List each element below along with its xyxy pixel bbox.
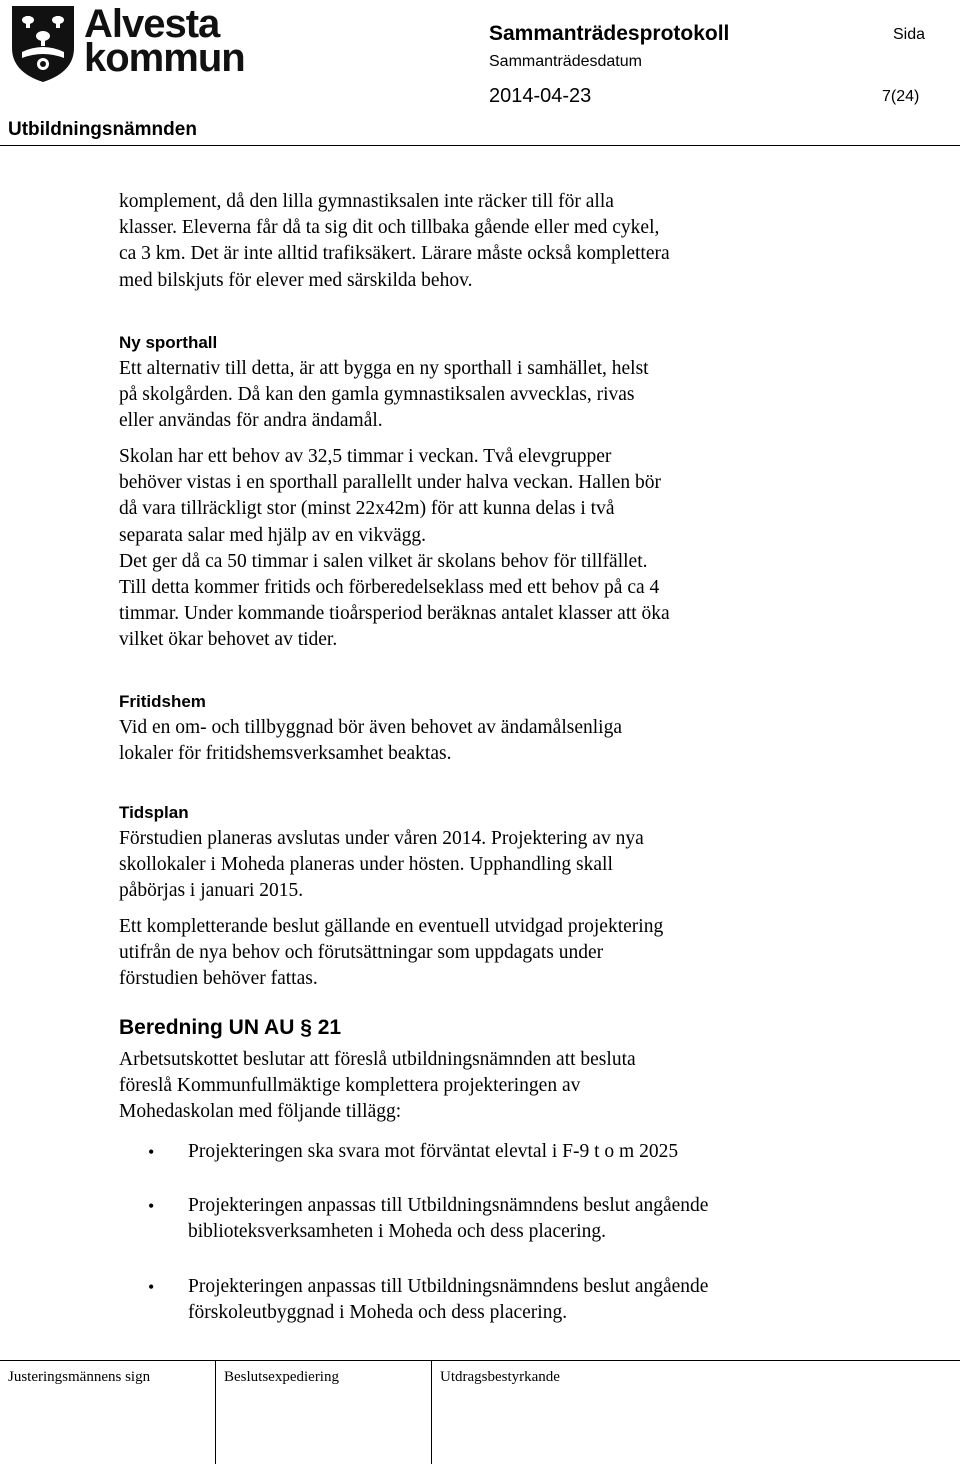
text-line: vilket ökar behovet av tider. xyxy=(119,629,338,651)
text-line: Vid en om- och tillbyggnad bör även behovet av ändamålsenliga xyxy=(119,717,622,738)
text-line: utifrån de nya behov och förutsättningar som uppdagats under xyxy=(119,942,604,964)
bullet-icon: • xyxy=(148,1142,155,1162)
text-line: Mohedaskolan med följande tillägg: xyxy=(119,1101,402,1123)
text-line: förstudien behöver fattas. xyxy=(119,968,318,990)
text-line: då vara tillräckligt stor (minst 22x42m) för att kunna delas i två xyxy=(119,498,615,520)
section-heading: Tidsplan xyxy=(119,803,189,822)
header-divider xyxy=(0,145,960,146)
intro-paragraph xyxy=(119,189,819,294)
text-line: Förstudien planeras avslutas under våren 2014. Projektering av nya xyxy=(119,828,644,849)
text-line: komplement, då den lilla gymnastiksalen inte räcker till för alla xyxy=(119,191,614,212)
sporthall-section xyxy=(119,330,819,435)
footer-extract-label: Utdragsbestyrkande xyxy=(440,1369,560,1385)
text-line: Det ger då ca 50 timmar i salen vilket är skolans behov för tillfället. xyxy=(119,550,648,572)
logo-word-kommun: kommun xyxy=(84,36,245,80)
municipality-logo xyxy=(8,2,243,84)
page-number: 7(24) xyxy=(882,88,920,105)
beredning-section xyxy=(119,1014,819,1042)
text-line: påbörjas i januari 2015. xyxy=(119,880,304,902)
text-line: timmar. Under kommande tioårsperiod beräknas antalet klasser att öka xyxy=(119,603,670,625)
text-line: eller användas för andra ändamål. xyxy=(119,410,383,432)
bullet-icon: • xyxy=(148,1277,155,1297)
text-line: Ett alternativ till detta, är att bygga en ny sporthall i samhället, helst xyxy=(119,358,649,379)
text-line: biblioteksverksamheten i Moheda och dess placering. xyxy=(188,1221,607,1243)
text-line: klasser. Eleverna får då ta sig dit och tillbaka gående eller med cykel, xyxy=(119,217,660,239)
text-line: Projekteringen anpassas till Utbildningsnämndens beslut angående xyxy=(188,1195,709,1216)
footer-dispatch-label: Beslutsexpediering xyxy=(224,1369,339,1385)
text-line: Arbetsutskottet beslutar att föreslå utbildningsnämnden att besluta xyxy=(119,1049,636,1070)
fritidshem-section xyxy=(119,689,819,767)
text-line: på skolgården. Då kan den gamla gymnastiksalen avvecklas, rivas xyxy=(119,384,635,406)
footer-signature-label: Justeringsmännens sign xyxy=(8,1369,151,1385)
footer-column-divider xyxy=(215,1361,216,1464)
section-heading: Fritidshem xyxy=(119,692,206,711)
text-line: Skolan har ett behov av 32,5 timmar i veckan. Två elevgrupper xyxy=(119,446,612,467)
document-title: Sammanträdesprotokoll xyxy=(489,22,730,45)
text-line: separata salar med hjälp av en vikvägg. xyxy=(119,524,427,546)
text-line: Till detta kommer fritids och förberedelseklass med ett behov på ca 4 xyxy=(119,577,660,599)
text-line: ca 3 km. Det är inte alltid trafiksäkert. Lärare måste också komplettera xyxy=(119,243,670,265)
text-line: Projekteringen ska svara mot förväntat elevtal i F-9 t o m 2025 xyxy=(188,1141,679,1162)
meeting-date-label: Sammanträdesdatum xyxy=(489,53,642,70)
text-line: Projekteringen anpassas till Utbildningsnämndens beslut angående xyxy=(188,1276,709,1297)
page-label: Sida xyxy=(893,26,926,43)
text-line: behöver vistas i en sporthall parallellt under halva veckan. Hallen bör xyxy=(119,472,662,494)
text-line: föreslå Kommunfullmäktige komplettera projekteringen av xyxy=(119,1075,581,1097)
text-line: med bilskjuts för elever med särskilda behov. xyxy=(119,269,473,291)
section-heading-large: Beredning UN AU § 21 xyxy=(119,1016,342,1039)
logo-word-alvesta: Alvesta xyxy=(84,2,220,46)
footer-column-divider xyxy=(431,1361,432,1464)
bullet-icon: • xyxy=(148,1196,155,1216)
coat-of-arms-icon xyxy=(8,2,78,84)
footer-divider xyxy=(0,1360,960,1361)
tidsplan-decision-paragraph xyxy=(119,914,819,993)
text-line: skollokaler i Moheda planeras under hösten. Upphandling skall xyxy=(119,854,613,876)
meeting-date: 2014-04-23 xyxy=(489,85,592,107)
section-heading: Ny sporthall xyxy=(119,333,218,352)
committee-name: Utbildningsnämnden xyxy=(8,119,197,140)
beredning-paragraph xyxy=(119,1047,819,1126)
text-line: lokaler för fritidshemsverksamhet beaktas. xyxy=(119,743,452,765)
tidsplan-section xyxy=(119,800,819,905)
text-line: förskoleutbyggnad i Moheda och dess placering. xyxy=(188,1302,568,1324)
text-line: Ett kompletterande beslut gällande en eventuell utvidgad projektering xyxy=(119,916,664,937)
sporthall-needs-paragraph xyxy=(119,444,819,654)
